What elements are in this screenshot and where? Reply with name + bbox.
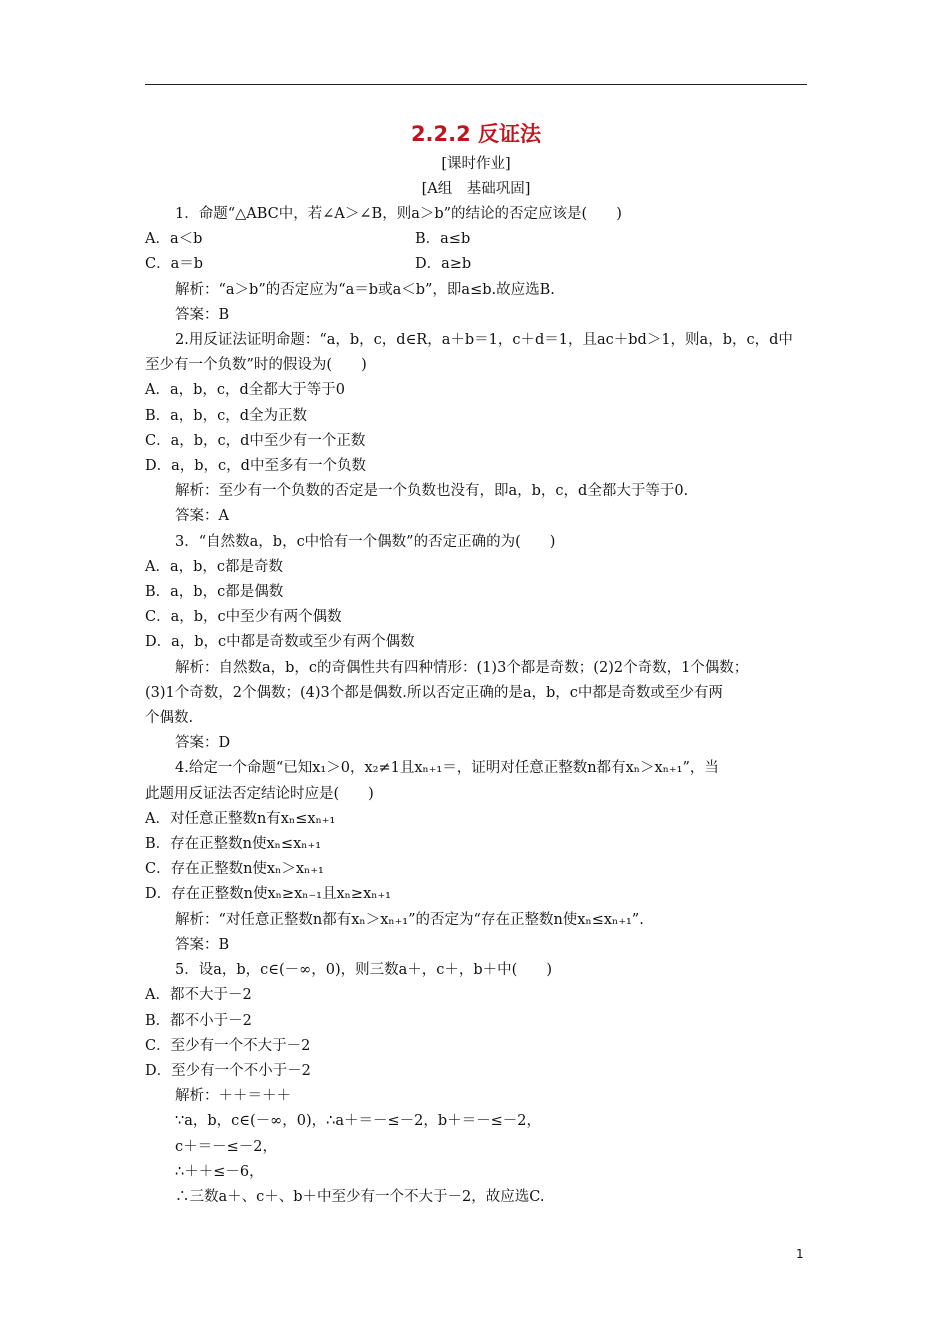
q4-analysis: 解析：“对任意正整数n都有xₙ＞xₙ₊₁”的否定为“存在正整数n使xₙ≤xₙ₊₁”. — [175, 911, 644, 928]
q2-stem-cont: 至少有一个负数”时的假设为( ) — [145, 357, 367, 374]
q1-option-d: D．a≥b — [415, 256, 472, 273]
q1-options-cd — [145, 252, 807, 277]
q3-option-d: D．a，b，c中都是奇数或至少有两个偶数 — [145, 634, 415, 651]
q2-option-c: C．a，b，c，d中至少有一个正数 — [145, 432, 366, 449]
q2-stem: 2.用反证法证明命题：“a，b，c，d∈R，a＋b＝1，c＋d＝1，且ac＋bd＞1，则a，b，c，d中 — [175, 332, 793, 349]
q3-option-c: C．a，b，c中至少有两个偶数 — [145, 609, 342, 626]
q4-stem-cont: 此题用反证法否定结论时应是( ) — [145, 785, 374, 802]
q5-option-c: C．至少有一个不大于－2 — [145, 1037, 311, 1054]
q3-analysis: 解析：自然数a，b，c的奇偶性共有四种情形：(1)3个都是奇数；(2)2个奇数，1个偶数； — [175, 659, 749, 676]
q5-analysis: 解析：＋＋＝＋＋ — [175, 1088, 291, 1105]
q1-stem: 1．命题“△ABC中，若∠A＞∠B，则a＞b”的结论的否定应该是( ) — [175, 206, 622, 222]
q2-analysis: 解析：至少有一个负数的否定是一个负数也没有，即a，b，c，d全都大于等于0. — [175, 483, 689, 500]
q1-option-a: A．a＜b — [145, 231, 203, 248]
q2-option-a: A．a，b，c，d全都大于等于0 — [145, 382, 346, 399]
q4-option-d: D．存在正整数n使xₙ≥xₙ₋₁且xₙ≥xₙ₊₁ — [145, 886, 391, 903]
section-heading: [A组 基础巩固] — [421, 181, 531, 197]
q1-analysis: 解析：“a＞b”的否定应为“a＝b或a＜b”，即a≤b.故应选B. — [175, 281, 555, 298]
q3-analysis-end: 个偶数. — [145, 710, 194, 727]
q1-options-ab — [145, 227, 807, 252]
q3-stem: 3．“自然数a，b，c中恰有一个偶数”的否定正确的为( ) — [175, 533, 556, 550]
q1-option-b: B．a≤b — [415, 231, 471, 248]
q4-answer: 答案：B — [175, 936, 230, 953]
subtitle: [课时作业] — [441, 156, 511, 172]
q4-option-b: B．存在正整数n使xₙ≤xₙ₊₁ — [145, 836, 322, 853]
q5-option-b: B．都不小于－2 — [145, 1012, 252, 1029]
q1-option-c: C．a＝b — [145, 256, 204, 273]
document-body — [145, 118, 807, 1210]
q2-answer: 答案：A — [175, 508, 229, 525]
q5-step-3: ∴＋＋≤－6， — [175, 1163, 264, 1180]
page-number: 1 — [796, 1247, 804, 1261]
q1-answer: 答案：B — [175, 306, 230, 323]
q4-option-c: C．存在正整数n使xₙ＞xₙ₊₁ — [145, 861, 324, 878]
q5-step-4: ∴三数a＋、c＋、b＋中至少有一个不大于－2，故应选C. — [175, 1188, 545, 1205]
page-title: 2.2.2 反证法 — [410, 122, 542, 146]
q3-option-b: B．a，b，c都是偶数 — [145, 584, 284, 601]
q2-option-b: B．a，b，c，d全为正数 — [145, 407, 307, 424]
q4-option-a: A．对任意正整数n有xₙ≤xₙ₊₁ — [145, 810, 336, 827]
q2-option-d: D．a，b，c，d中至多有一个负数 — [145, 458, 366, 475]
q3-analysis-cont: (3)1个奇数，2个偶数；(4)3个都是偶数.所以否定正确的是a，b，c中都是奇数或至少有两 — [145, 684, 723, 701]
q5-step-2: c＋＝－≤－2， — [175, 1138, 277, 1155]
q5-stem: 5．设a，b，c∈(－∞，0)，则三数a＋，c＋，b＋中( ) — [175, 962, 552, 979]
q5-option-d: D．至少有一个不小于－2 — [145, 1062, 311, 1079]
q3-option-a: A．a，b，c都是奇数 — [145, 558, 284, 575]
q3-answer: 答案：D — [175, 735, 231, 752]
header-rule — [145, 84, 807, 85]
q4-stem: 4.给定一个命题“已知x₁＞0，x₂≠1且xₙ₊₁＝，证明对任意正整数n都有xₙ＞xₙ₊₁”，当 — [175, 760, 719, 777]
q5-option-a: A．都不大于－2 — [145, 987, 252, 1004]
q5-step-1: ∵a，b，c∈(－∞，0)，∴a＋＝－≤－2，b＋＝－≤－2， — [175, 1113, 542, 1130]
